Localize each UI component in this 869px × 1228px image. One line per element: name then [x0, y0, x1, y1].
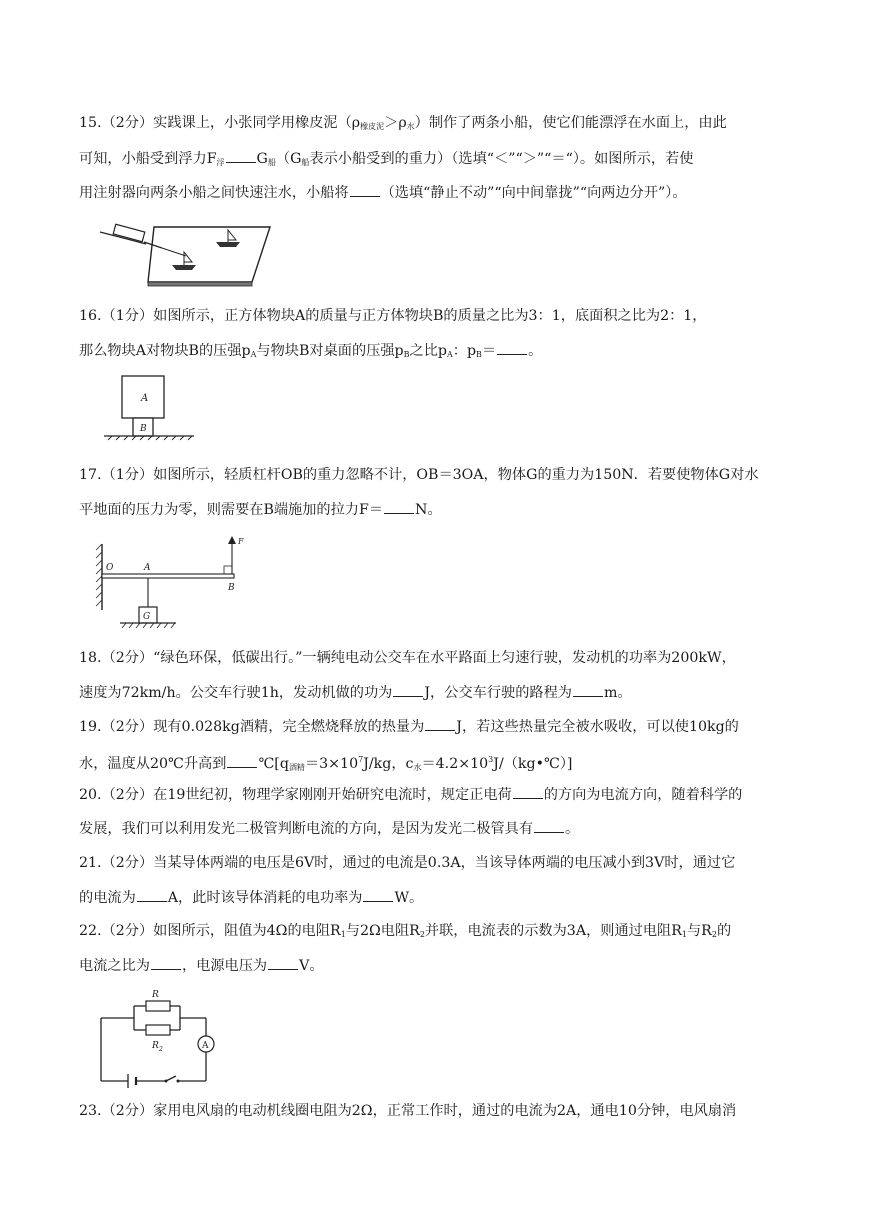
- answer-blank[interactable]: [268, 955, 298, 970]
- block-b-label: B: [140, 424, 147, 434]
- q23-line1: 23.（2分）家用电风扇的电动机线圈电阻为2Ω，正常工作时，通过的电流为2A，通电10分钟，电风扇消: [79, 1103, 737, 1119]
- answer-blank[interactable]: [227, 753, 257, 768]
- q16-line2: 那么物块A对物块B的压强$p_A$与物块B对桌面的压强$p_B$之比$p_A$：$p_B=$ 。: [79, 340, 542, 365]
- lever-o-label: O: [106, 563, 114, 573]
- q21-line2: 的电流为 A，此时该导体消耗的电功率为 W。: [79, 887, 423, 908]
- ammeter-label: A: [202, 1041, 209, 1051]
- answer-blank[interactable]: [384, 499, 414, 514]
- lever-b-label: B: [228, 583, 235, 593]
- answer-blank[interactable]: [534, 818, 564, 833]
- q22-line1: 22.（2分）如图所示，阻值为4Ω的电阻$R_1$与2Ω电阻$R_2$并联，电流表的示数为3A，则通过电阻$R_1$与$R_2$的: [79, 923, 732, 939]
- resistor-r2-subscript: 2: [159, 1046, 163, 1053]
- answer-blank[interactable]: [137, 887, 167, 902]
- q15-line3: 用注射器向两条小船之间快速注水，小船将 （选填“静止不动”“向中间靠拢”“向两边分开”）。: [79, 182, 687, 203]
- blocks-figure: [104, 374, 196, 440]
- q17-line1: 17.（1分）如图所示，轻质杠杆OB的重力忽略不计，OB＝3OA，物体G的重力为150N．若要使物体G对水: [79, 467, 759, 483]
- answer-blank[interactable]: [363, 887, 393, 902]
- lever-f-label: F: [238, 537, 244, 546]
- resistor-r2-label: R: [152, 1041, 159, 1051]
- q20-line1: 20.（2分）在19世纪初，物理学家刚刚开始研究电流时，规定正电荷 的方向为电流方向，随着科学的: [79, 784, 742, 805]
- weight-g-label: G: [143, 612, 151, 622]
- q19-line2: 水，温度从20℃升高到 $℃[q_{酒精}=3\times 10^7J/kg$，$c_水=4.2\times 10^3J/(kg•℃)$]: [79, 755, 573, 772]
- q22-line2: 电流之比为 ，电源电压为 V。: [79, 955, 324, 976]
- q15-line2: 可知，小船受到浮力$F_浮$ $G_船(G_船$表示小船受到的重力）（选填“＜”“＞”“＝“）。如图所示，若使: [79, 148, 693, 173]
- q19-line1: 19.（2分）现有0.028kg酒精，完全燃烧释放的热量为 J，若这些热量完全被水吸收，可以使10kg的: [79, 716, 739, 737]
- lever-a-label: A: [144, 563, 151, 573]
- answer-blank[interactable]: [573, 682, 603, 697]
- answer-blank[interactable]: [350, 182, 380, 197]
- q21-line1: 21.（2分）当某导体两端的电压是6V时，通过的电流是0.3A，当该导体两端的电压减小到3V时，通过它: [79, 855, 736, 871]
- q18-line1: 18.（2分）“绿色环保，低碳出行。”一辆纯电动公交车在水平路面上匀速行驶，发动机的功率为200kW，: [79, 650, 736, 666]
- answer-blank[interactable]: [151, 955, 181, 970]
- answer-blank[interactable]: [513, 784, 543, 799]
- circuit-figure: [98, 986, 220, 1086]
- lever-figure: [96, 532, 246, 632]
- answer-blank[interactable]: [393, 682, 423, 697]
- q16-line1: 16.（1分）如图所示，正方体物块A的质量与正方体物块B的质量之比为3：1，底面积之比为2：1，: [79, 308, 707, 324]
- resistor-r1-label: R: [152, 990, 159, 1000]
- answer-blank[interactable]: [497, 340, 527, 355]
- q15-line1: 15.（2分）实践课上，小张同学用橡皮泥$(\rho_{橡皮泥}>\rho_水)$制作了两条小船，使它们能漂浮在水面上，由此: [79, 115, 727, 131]
- q20-line2: 发展，我们可以利用发光二极管判断电流的方向，是因为发光二极管具有 。: [79, 818, 579, 839]
- answer-blank[interactable]: [226, 148, 256, 163]
- block-a-label: A: [141, 393, 149, 404]
- q17-line2: 平地面的压力为零，则需要在B端施加的拉力F＝ N。: [79, 499, 442, 520]
- boats-syringe-figure: [100, 222, 275, 290]
- answer-blank[interactable]: [425, 716, 455, 731]
- q18-line2: 速度为72km/h。公交车行驶1h，发动机做的功为 J，公交车行驶的路程为 m。: [79, 682, 632, 703]
